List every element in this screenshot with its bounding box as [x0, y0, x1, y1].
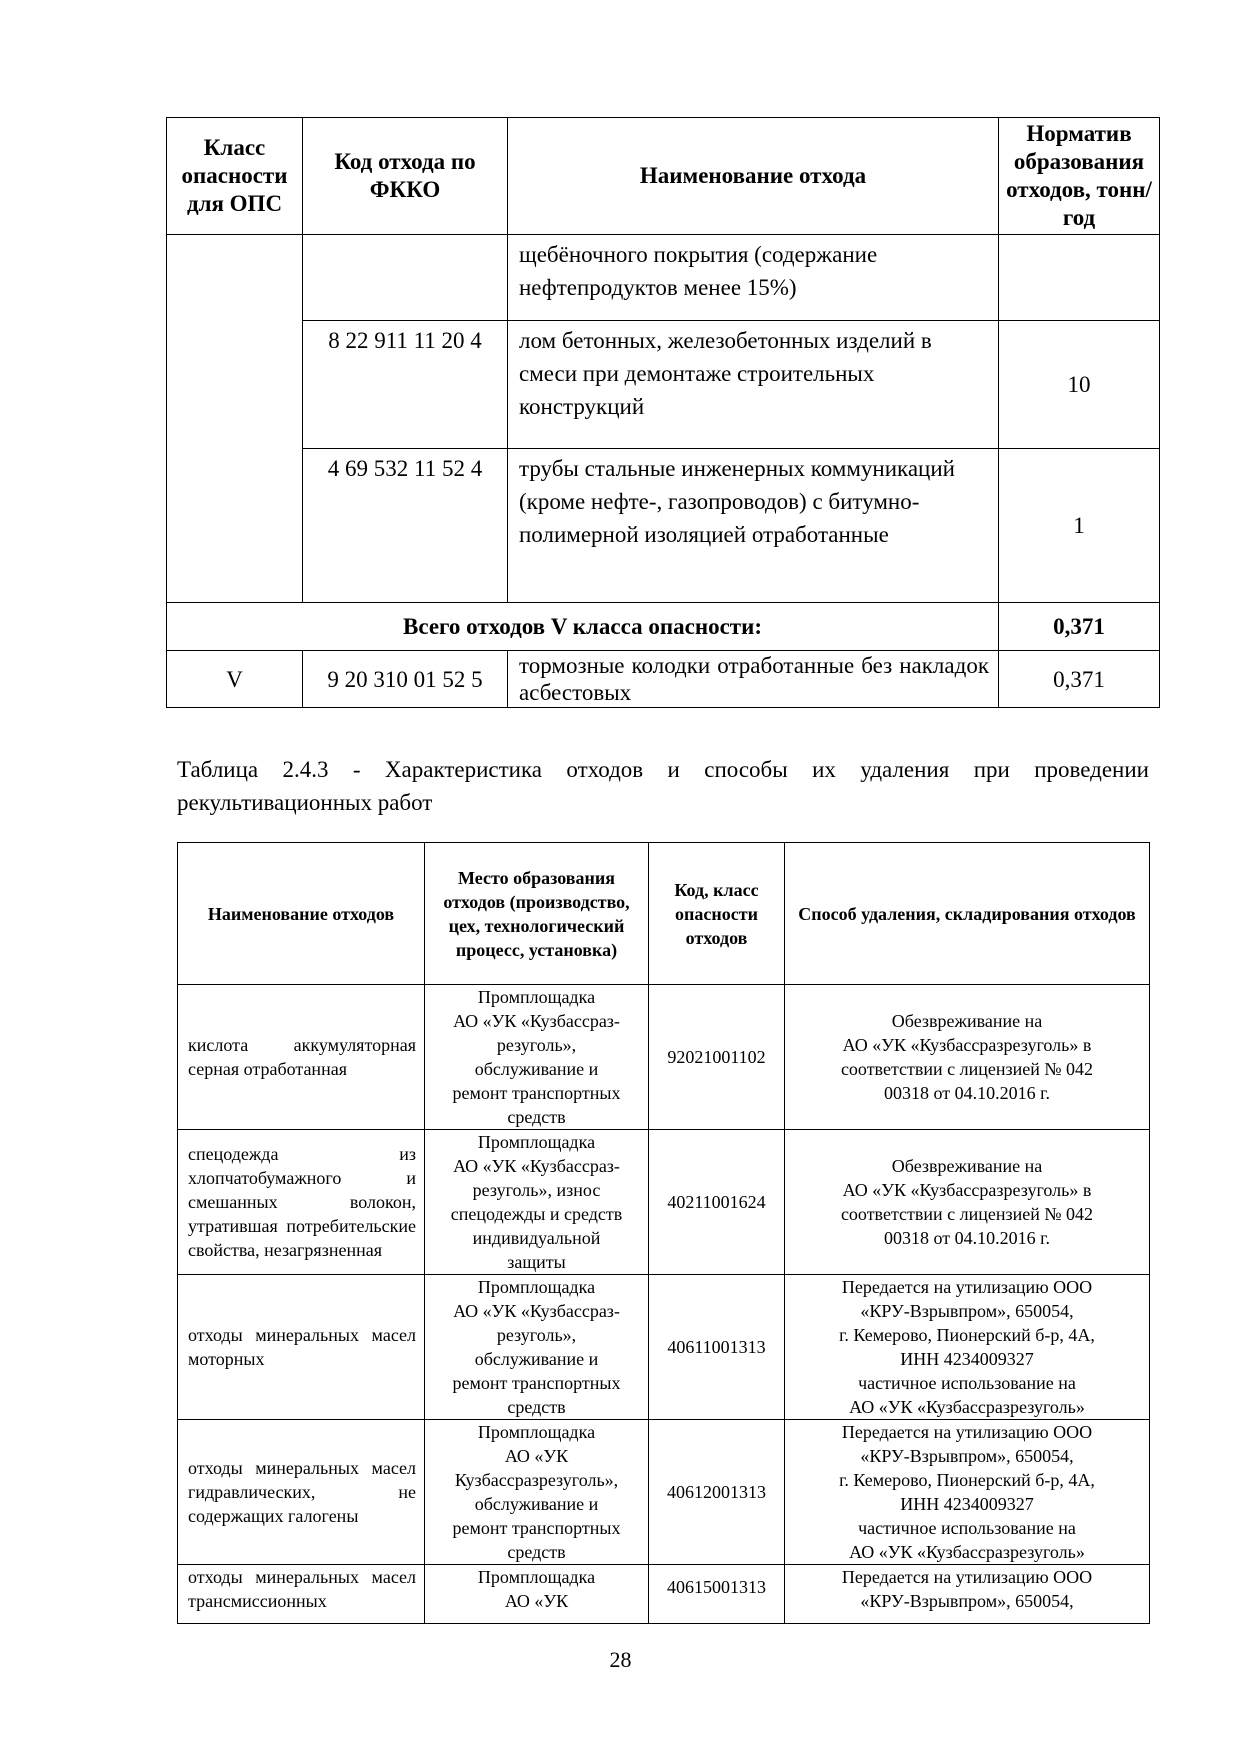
- waste-place: [425, 1130, 649, 1275]
- waste-code: 9 20 310 01 52 5: [303, 651, 508, 708]
- table-row: [167, 321, 1160, 449]
- waste-code: 40611001313: [649, 1275, 785, 1420]
- place-line: АО «УК: [504, 1591, 569, 1611]
- waste-place: [425, 985, 649, 1130]
- total-label: Всего отходов V класса опасности:: [167, 603, 999, 651]
- waste-name: отходы минеральных масел трансмиссионных: [178, 1565, 425, 1624]
- waste-name: трубы стальные инженерных коммуникаций (кроме нефте-, газопроводов) с битумно-полимерной изоляцией отработанные: [508, 449, 999, 603]
- method-line: «КРУ-Взрывпром», 650054,: [860, 1591, 1074, 1611]
- header-code-class: Код, класс опасности отходов: [649, 843, 785, 985]
- table-row: [167, 235, 1160, 321]
- disposal-method: [785, 1420, 1150, 1565]
- method-line: Передается на утилизацию ООО: [841, 1277, 1093, 1297]
- disposal-method: [785, 985, 1150, 1130]
- place-line: АО «УК «Кузбассраз-: [453, 1301, 620, 1321]
- header-waste-name: Наименование отходов: [178, 843, 425, 985]
- waste-code: 40615001313: [649, 1565, 785, 1624]
- method-line: «КРУ-Взрывпром», 650054,: [860, 1301, 1074, 1321]
- method-line: 00318 от 04.10.2016 г.: [884, 1083, 1050, 1103]
- method-line: частичное использование на: [858, 1373, 1076, 1393]
- place-line: обслуживание и: [474, 1059, 599, 1079]
- waste-name: спецодежда из хлопчатобумажного и смешанных волокон, утратившая потребительские свойства, незагрязненная: [178, 1130, 425, 1275]
- place-line: защиты: [507, 1252, 566, 1272]
- place-line: резуголь»,: [496, 1035, 577, 1055]
- waste-norms-table: [166, 117, 1160, 708]
- method-line: АО «УК «Кузбассразрезуголь»: [849, 1542, 1085, 1562]
- header-method: Способ удаления, складирования отходов: [785, 843, 1150, 985]
- method-line: частичное использование на: [858, 1518, 1076, 1538]
- place-line: индивидуальной: [472, 1228, 601, 1248]
- waste-name: отходы минеральных масел гидравлических, не содержащих галогены: [178, 1420, 425, 1565]
- table-row: [178, 1565, 1150, 1624]
- waste-norm: 10: [999, 321, 1160, 449]
- waste-name: лом бетонных, железобетонных изделий в смеси при демонтаже строительных конструкций: [508, 321, 999, 449]
- waste-name: кислота аккумуляторная серная отработанная: [178, 985, 425, 1130]
- method-line: Обезвреживание на: [891, 1156, 1043, 1176]
- waste-place: [425, 1420, 649, 1565]
- place-line: Промплощадка: [477, 1277, 596, 1297]
- place-line: средств: [507, 1542, 566, 1562]
- header-fkko-code: Код отхода по ФККО: [303, 118, 508, 235]
- total-value: 0,371: [999, 603, 1160, 651]
- table-caption: Таблица 2.4.3 - Характеристика отходов и способы их удаления при проведении рекультивационных работ: [177, 757, 1149, 815]
- place-line: средств: [507, 1397, 566, 1417]
- table-header-row: [167, 118, 1160, 235]
- table-row: [167, 651, 1160, 708]
- table-row: [178, 1130, 1150, 1275]
- place-line: обслуживание и: [474, 1494, 599, 1514]
- table-row: [178, 1420, 1150, 1565]
- table-row: [167, 449, 1160, 603]
- waste-code: 4 69 532 11 52 4: [303, 449, 508, 603]
- hazard-class-cell: [167, 235, 303, 603]
- waste-place: [425, 1565, 649, 1624]
- place-line: резуголь»,: [496, 1325, 577, 1345]
- place-line: Промплощадка: [477, 1132, 596, 1152]
- place-line: Кузбассразрезуголь»,: [454, 1470, 619, 1490]
- waste-norm: 0,371: [999, 651, 1160, 708]
- waste-disposal-table: [177, 842, 1150, 1624]
- header-hazard-class: Класс опасности для ОПС: [167, 118, 303, 235]
- page-number: 28: [609, 1647, 632, 1672]
- waste-code: 40612001313: [649, 1420, 785, 1565]
- header-norm: Норматив образования отходов, тонн/год: [999, 118, 1160, 235]
- waste-place: [425, 1275, 649, 1420]
- place-line: ремонт транспортных: [452, 1083, 621, 1103]
- method-line: г. Кемерово, Пионерский б-р, 4А,: [839, 1470, 1095, 1490]
- method-line: АО «УК «Кузбассразрезуголь» в: [842, 1035, 1092, 1055]
- method-line: Обезвреживание на: [891, 1011, 1043, 1031]
- method-line: ИНН 4234009327: [900, 1494, 1034, 1514]
- total-row: [167, 603, 1160, 651]
- method-line: соответствии с лицензией № 042: [840, 1204, 1094, 1224]
- place-line: АО «УК «Кузбассраз-: [453, 1011, 620, 1031]
- waste-name: отходы минеральных масел моторных: [178, 1275, 425, 1420]
- disposal-method: [785, 1130, 1150, 1275]
- place-line: резуголь», износ: [472, 1180, 601, 1200]
- table-row: [178, 1275, 1150, 1420]
- place-line: Промплощадка: [477, 1567, 596, 1587]
- waste-code: 92021001102: [649, 985, 785, 1130]
- method-line: ИНН 4234009327: [900, 1349, 1034, 1369]
- header-waste-name: Наименование отхода: [508, 118, 999, 235]
- waste-norm: [999, 235, 1160, 321]
- method-line: АО «УК «Кузбассразрезуголь» в: [842, 1180, 1092, 1200]
- method-line: «КРУ-Взрывпром», 650054,: [860, 1446, 1074, 1466]
- method-line: 00318 от 04.10.2016 г.: [884, 1228, 1050, 1248]
- header-place: Место образования отходов (производство, цех, технологический процесс, установка): [425, 843, 649, 985]
- place-line: АО «УК «Кузбассраз-: [453, 1156, 620, 1176]
- table-header-row: [178, 843, 1150, 985]
- waste-norm: 1: [999, 449, 1160, 603]
- hazard-class: V: [167, 651, 303, 708]
- method-line: соответствии с лицензией № 042: [840, 1059, 1094, 1079]
- place-line: ремонт транспортных: [452, 1518, 621, 1538]
- method-line: Передается на утилизацию ООО: [841, 1422, 1093, 1442]
- place-line: обслуживание и: [474, 1349, 599, 1369]
- waste-code: [303, 235, 508, 321]
- waste-name: щебёночного покрытия (содержание нефтепродуктов менее 15%): [508, 235, 999, 321]
- waste-code: 8 22 911 11 20 4: [303, 321, 508, 449]
- place-line: ремонт транспортных: [452, 1373, 621, 1393]
- place-line: спецодежды и средств: [450, 1204, 623, 1224]
- method-line: г. Кемерово, Пионерский б-р, 4А,: [839, 1325, 1095, 1345]
- place-line: Промплощадка: [477, 1422, 596, 1442]
- waste-code: 40211001624: [649, 1130, 785, 1275]
- place-line: Промплощадка: [477, 987, 596, 1007]
- disposal-method: [785, 1565, 1150, 1624]
- waste-name: тормозные колодки отработанные без накладок асбестовых: [508, 651, 999, 708]
- disposal-method: [785, 1275, 1150, 1420]
- method-line: АО «УК «Кузбассразрезуголь»: [849, 1397, 1085, 1417]
- table-row: [178, 985, 1150, 1130]
- place-line: средств: [507, 1107, 566, 1127]
- method-line: Передается на утилизацию ООО: [841, 1567, 1093, 1587]
- place-line: АО «УК: [504, 1446, 569, 1466]
